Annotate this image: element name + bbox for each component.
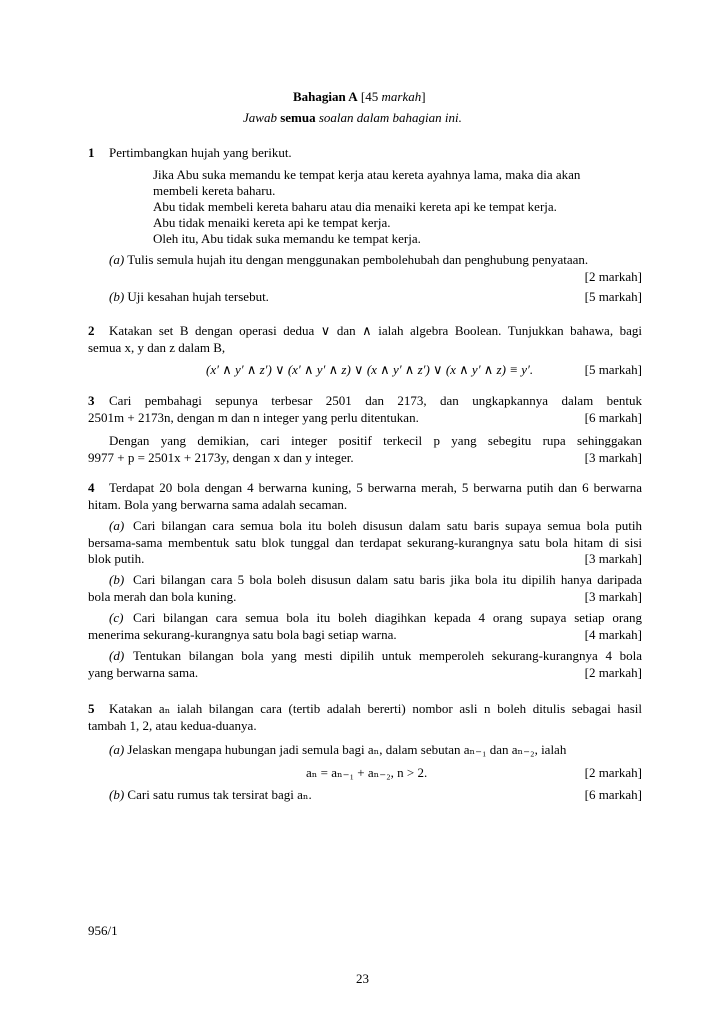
q4-part-a-line: blok putih. [88,551,145,566]
part-text: Tulis semula hujah itu dengan menggunakan pembolehubah dan penghubung penyataan. [127,252,589,267]
q4-part-d-line: yang berwarna sama. [88,665,199,680]
q1-intro: Pertimbangkan hujah yang berikut. [109,145,292,160]
q4-part-c-line: menerima sekurang-kurangnya satu bola bagi setiap warna. [88,627,397,642]
marks-label: [5 markah] [584,289,642,304]
q5-number: 5 [88,701,95,716]
q4-part-a-line: Cari bilangan cara semua bola itu boleh disusun dalam satu baris supaya semua bola putih [133,518,642,533]
marks-label: [2 markah] [584,269,642,284]
marks-label: [3 markah] [584,551,642,566]
part-label: (b) [109,289,125,304]
q3-number: 3 [88,393,95,408]
page-number: 23 [356,971,369,986]
q5-text-line: tambah 1, 2, atau kedua-duanya. [88,718,257,733]
part-label: (b) [109,572,125,587]
q2-text-line: semua x, y dan z dalam B, [88,340,226,355]
q5-text-line: Katakan aₙ ialah bilangan cara (tertib adalah bererti) nombor asli n boleh ditulis sebagai hasil [109,701,642,716]
q4-text-line: hitam. Bola yang berwarna sama adalah secaman. [88,497,348,512]
q1-premise: Oleh itu, Abu tidak suka memandu ke tempat kerja. [153,231,421,246]
marks-label: [6 markah] [584,787,642,802]
q2-text-line: Katakan set B dengan operasi dedua ∨ dan ∧ ialah algebra Boolean. Tunjukkan bahawa, bagi [109,323,642,338]
part-text: Jelaskan mengapa hubungan jadi semula bagi aₙ, dalam sebutan aₙ₋₁ dan aₙ₋₂, ialah [127,742,567,757]
q1-part-a [109,251,588,268]
part-text: Cari satu rumus tak tersirat bagi aₙ. [127,787,312,802]
q1-premise: Abu tidak menaiki kereta api ke tempat kerja. [153,215,391,230]
section-marks: [45 markah] [360,89,426,104]
q3-text-line: Cari pembahagi sepunya terbesar 2501 dan 2173, dan ungkapkannya dalam bentuk [109,393,642,408]
q5-part-a [109,741,566,758]
q2-number: 2 [88,323,95,338]
marks-label: [2 markah] [584,765,642,780]
marks-label: [4 markah] [584,627,642,642]
q1-premise: Jika Abu suka memandu ke tempat kerja atau kereta ayahnya lama, maka dia akan [153,167,581,182]
paper-code: 956/1 [88,923,118,938]
marks-label: [6 markah] [584,410,642,425]
q3-text-line: Dengan yang demikian, cari integer positif terkecil p yang sebegitu rupa sehinggakan [109,433,642,448]
marks-label: [5 markah] [584,362,642,377]
part-label: (a) [109,742,125,757]
q1-part-b [109,288,269,305]
part-label: (d) [109,648,125,663]
part-text: Uji kesahan hujah tersebut. [127,289,269,304]
part-label: (b) [109,787,125,802]
q2-formula: (x′ ∧ y′ ∧ z′) ∨ (x′ ∧ y′ ∧ z) ∨ (x ∧ y′ ∧ z′) ∨ (x ∧ y′ ∧ z) ≡ y′. [206,362,534,377]
q4-text-line: Terdapat 20 bola dengan 4 berwarna kuning, 5 berwarna merah, 5 berwarna putih dan 6 berwarna [109,480,642,495]
part-label: (a) [109,252,125,267]
q4-number: 4 [88,480,95,495]
marks-label: [3 markah] [584,450,642,465]
q4-part-c-line: Cari bilangan cara semua bola itu boleh diagihkan kepada 4 orang supaya setiap orang [133,610,642,625]
marks-label: [2 markah] [584,665,642,680]
q4-part-b-line: Cari bilangan cara 5 bola boleh disusun dalam satu baris jika bola itu dipilih hanya daripada [133,572,642,587]
part-label: (a) [109,518,125,533]
part-label: (c) [109,610,124,625]
marks-label: [3 markah] [584,589,642,604]
q3-text-line: 2501m + 2173n, dengan m dan n integer yang perlu ditentukan. [88,410,419,425]
q1-number: 1 [88,145,95,160]
section-title: Bahagian A [293,89,358,104]
q3-text-line: 9977 + p = 2501x + 2173y, dengan x dan y integer. [88,450,354,465]
q4-part-b-line: bola merah dan bola kuning. [88,589,237,604]
q5-formula: aₙ = aₙ₋₁ + aₙ₋₂, n > 2. [306,765,428,780]
q1-premise: Abu tidak membeli kereta baharu atau dia menaiki kereta api ke tempat kerja. [153,199,557,214]
q4-part-a-line: bersama-sama membentuk satu blok tunggal dan terdapat sekurang-kurangnya satu bola hitam di sisi [88,535,642,550]
q5-part-b [109,786,312,803]
q1-premise: membeli kereta baharu. [153,183,276,198]
section-heading [293,88,426,105]
q4-part-d-line: Tentukan bilangan bola yang mesti dipilih untuk memperoleh sekurang-kurangnya 4 bola [133,648,642,663]
section-instruction: Jawab semua soalan dalam bahagian ini. [243,110,462,125]
